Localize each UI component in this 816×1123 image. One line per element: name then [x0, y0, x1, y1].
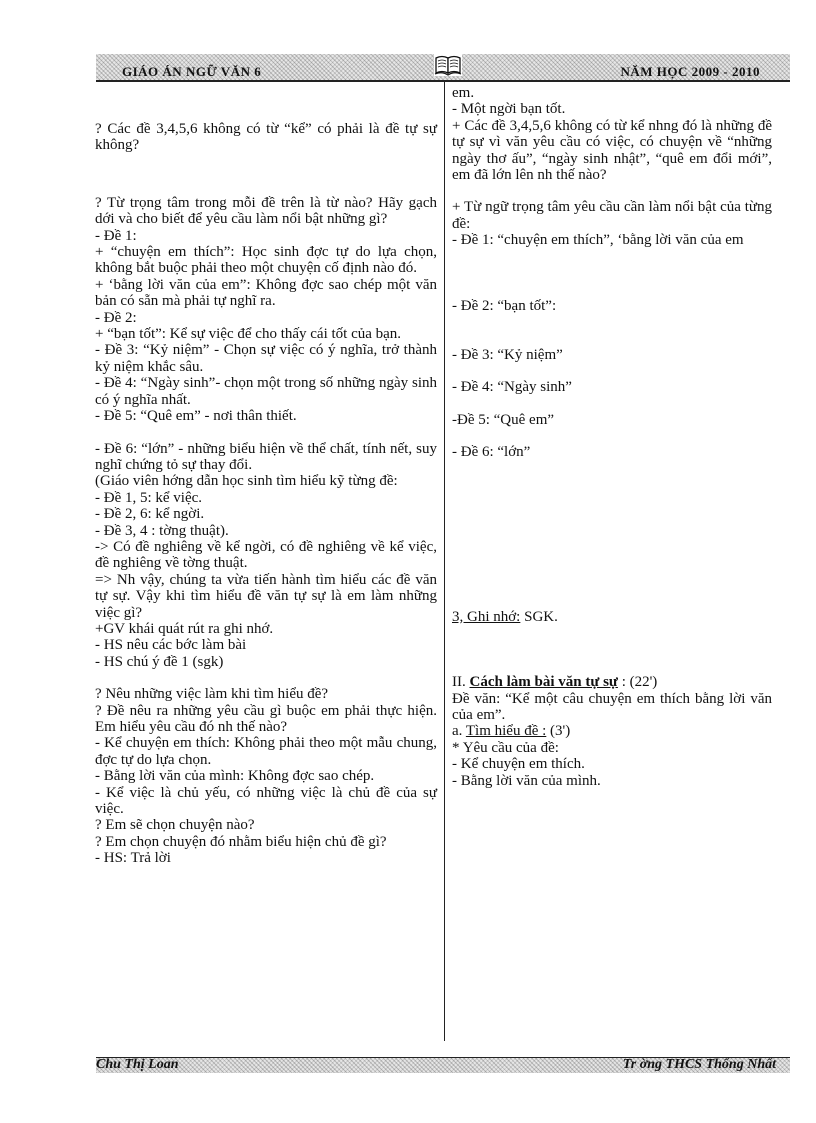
right-column: [452, 85, 772, 789]
left-paragraph: - HS chú ý đề 1 (sgk): [95, 653, 224, 670]
left-paragraph: - Đề 1:: [95, 227, 137, 244]
left-paragraph: - Kể chuyện em thích: Không phải theo một mẫu chung, đợc tự do lựa chọn.: [95, 735, 437, 768]
header-rule: [96, 80, 790, 82]
left-paragraph: + “chuyện em thích”: Học sinh đợc tự do lựa chọn, không bắt buộc phải theo một chuyện cố định nào đó.: [95, 244, 437, 277]
left-paragraph: - Đề 2, 6: kể ngời.: [95, 506, 205, 523]
page-header: [96, 54, 790, 81]
footer-school: Tr ờng THCS Thống Nhất: [622, 1057, 776, 1072]
left-paragraph: - HS: Trả lời: [95, 850, 171, 867]
left-paragraph: - Bằng lời văn của mình: Không đợc sao chép.: [95, 768, 375, 785]
left-paragraph: - HS nêu các bớc làm bài: [95, 637, 247, 654]
right-paragraph: - Bằng lời văn của mình.: [452, 772, 601, 789]
right-paragraph: * Yêu cầu của đề:: [452, 739, 559, 756]
header-right-title: NĂM HỌC 2009 - 2010: [620, 64, 760, 79]
right-paragraph: - Đề 2: “bạn tốt”:: [452, 297, 557, 314]
right-paragraph: em.: [452, 85, 475, 101]
right-paragraph: - Một ngời bạn tốt.: [452, 101, 566, 118]
left-paragraph: - Đề 3, 4 : tờng thuật).: [95, 522, 229, 539]
left-paragraph: + “bạn tốt”: Kể sự việc để cho thấy cái tốt của bạn.: [95, 326, 402, 343]
left-paragraph: - Đề 1, 5: kể việc.: [95, 489, 203, 506]
column-divider: [444, 81, 445, 1041]
right-paragraph: + Từ ngữ trọng tâm yêu cầu cần làm nổi bật của từng đề:: [452, 199, 772, 232]
section-ii-time: (22'): [625, 674, 658, 691]
section-ii-heading: Cách làm bài văn tự sự: [469, 674, 618, 691]
ghi-nho-heading: 3, Ghi nhớ:: [452, 608, 521, 625]
tim-hieu-time: (3'): [546, 723, 571, 740]
left-paragraph: ? Các đề 3,4,5,6 không có từ “kể” có phải là đề tự sự không?: [95, 121, 437, 154]
left-paragraph: - Kể việc là chủ yếu, có những việc là chủ đề của sự việc.: [95, 784, 437, 818]
left-paragraph: ? Em chọn chuyện đó nhằm biểu hiện chủ đề gì?: [95, 833, 387, 850]
tim-hieu-heading: Tìm hiểu đề :: [465, 723, 547, 740]
ghi-nho-text: SGK.: [524, 608, 558, 625]
right-paragraph: Đề văn: “Kể một câu chuyện em thích bằng lời văn của em”.: [452, 690, 772, 723]
left-paragraph: - Đề 2:: [95, 309, 137, 326]
section-ii-heading-line: [452, 674, 772, 690]
left-paragraph: => Nh vậy, chúng ta vừa tiến hành tìm hiểu các đề văn tự sự. Vậy khi tìm hiểu đề văn tự sự là em làm những việc gì?: [95, 571, 437, 621]
left-paragraph: +GV khái quát rút ra ghi nhớ.: [95, 620, 274, 637]
left-column: [95, 85, 437, 867]
header-left-title: GIÁO ÁN NGỮ VĂN 6: [122, 64, 262, 79]
section-ii-number: II.: [452, 674, 470, 691]
ghi-nho-line: [452, 609, 772, 625]
right-paragraph: -Đề 5: “Quê em”: [452, 411, 555, 428]
tim-hieu-line: [452, 723, 772, 739]
page-footer: [96, 1057, 790, 1073]
left-paragraph: - Đề 6: “lớn” - những biểu hiện về thể chất, tính nết, suy nghĩ chứng tỏ sự thay đổi.: [95, 440, 437, 473]
right-paragraph: - Kể chuyện em thích.: [452, 756, 585, 773]
left-paragraph: ? Đề nêu ra những yêu cầu gì buộc em phải thực hiện. Em hiểu yêu cầu đó nh thế nào?: [95, 702, 437, 735]
section-ii-colon: :: [617, 674, 626, 691]
left-paragraph: ? Nêu những việc làm khi tìm hiểu đề?: [95, 686, 329, 703]
left-paragraph: ? Từ trọng tâm trong mỗi đề trên là từ nào? Hãy gạch dới và cho biết để yêu cầu làm nổi bật những gì?: [95, 194, 437, 228]
left-paragraph: -> Có đề nghiêng về kể ngời, có đề nghiêng về kể việc, đề nghiêng về tờng thuật.: [95, 538, 437, 572]
right-paragraph: - Đề 4: “Ngày sinh”: [452, 379, 572, 396]
tim-hieu-letter: a.: [452, 723, 466, 740]
footer-author: Chu Thị Loan: [96, 1057, 179, 1072]
left-paragraph: ? Em sẽ chọn chuyện nào?: [95, 817, 255, 834]
left-paragraph: (Giáo viên hớng dẫn học sinh tìm hiểu kỹ từng đề:: [95, 473, 398, 490]
book-icon: [434, 54, 462, 76]
right-paragraph: - Đề 6: “lớn”: [452, 444, 531, 461]
right-paragraph: - Đề 1: “chuyện em thích”, ‘bằng lời văn của em: [452, 232, 744, 249]
left-paragraph: + ‘bằng lời văn của em”: Không đợc sao chép một văn bản có sẵn mà phải tự nghĩ ra.: [95, 276, 437, 310]
left-paragraph: - Đề 5: “Quê em” - nơi thân thiết.: [95, 408, 297, 425]
left-paragraph: - Đề 3: “Kỷ niệm” - Chọn sự việc có ý nghĩa, trở thành kỷ niệm khắc sâu.: [95, 342, 437, 375]
left-paragraph: - Đề 4: “Ngày sinh”- chọn một trong số những ngày sinh có ý nghĩa nhất.: [95, 375, 437, 408]
right-paragraph: - Đề 3: “Kỷ niệm”: [452, 347, 563, 364]
right-paragraph: + Các đề 3,4,5,6 không có từ kể nhng đó là những đề tự sự vì văn yêu cầu có việc, có chuyện về “những ngày thơ ấu”, “ngày sinh nhật”, “quê em đổi mới”, em đã lớn lên nh thế nào?: [452, 117, 772, 184]
